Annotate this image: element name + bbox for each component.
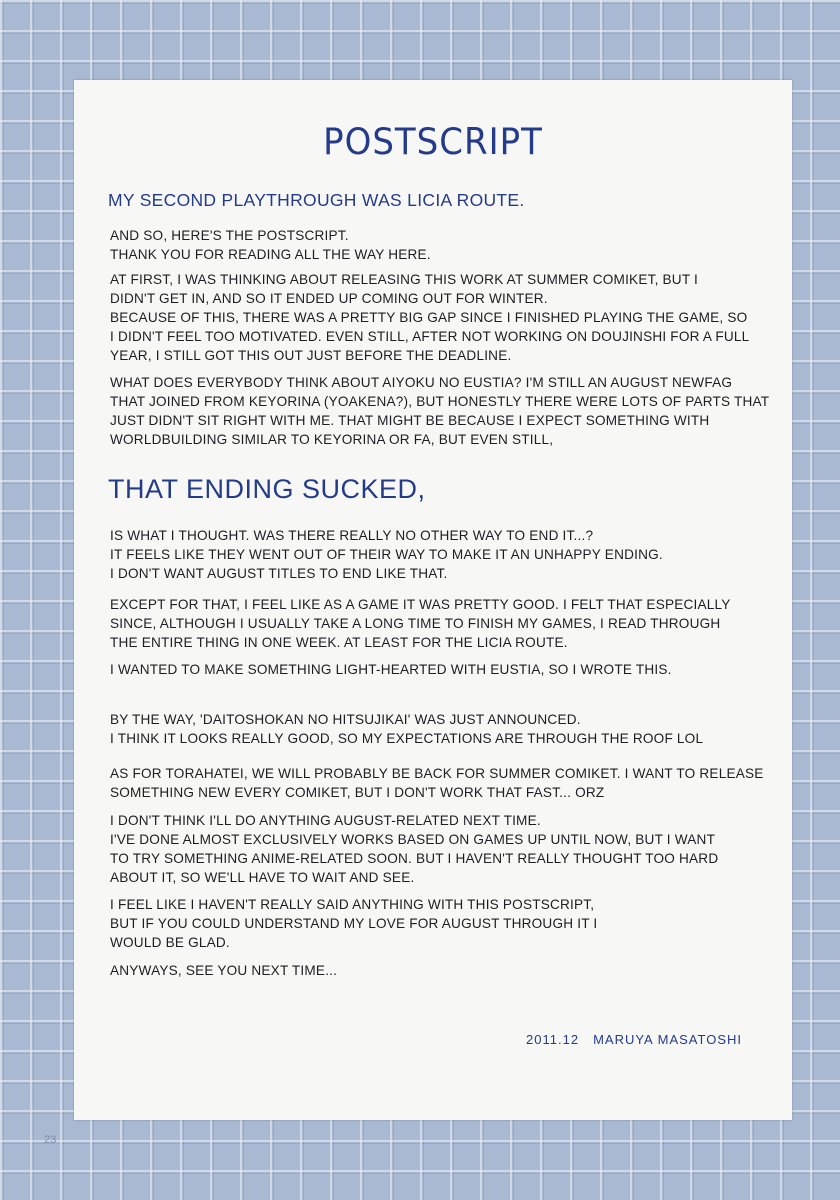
paragraph <box>110 895 770 952</box>
paragraph <box>110 270 770 365</box>
paragraph <box>110 373 770 449</box>
text-line: IS WHAT I THOUGHT. WAS THERE REALLY NO OTHER WAY TO END IT...? <box>110 528 594 543</box>
text-line: SOMETHING NEW EVERY COMIKET, BUT I DON'T WORK THAT FAST... ORZ <box>110 785 605 800</box>
paragraph <box>110 764 770 802</box>
signature <box>526 1032 742 1047</box>
text-line: I FEEL LIKE I HAVEN'T REALLY SAID ANYTHING WITH THIS POSTSCRIPT, <box>110 897 595 912</box>
text-line: ANYWAYS, SEE YOU NEXT TIME... <box>110 963 338 978</box>
text-line: IT FEELS LIKE THEY WENT OUT OF THEIR WAY TO MAKE IT AN UNHAPPY ENDING. <box>110 547 663 562</box>
paragraph <box>110 811 770 887</box>
postscript-page <box>74 80 792 1120</box>
text-line: EXCEPT FOR THAT, I FEEL LIKE AS A GAME IT WAS PRETTY GOOD. I FELT THAT ESPECIALLY <box>110 597 731 612</box>
text-line: THE ENTIRE THING IN ONE WEEK. AT LEAST FOR THE LICIA ROUTE. <box>110 635 568 650</box>
text-line: ABOUT IT, SO WE'LL HAVE TO WAIT AND SEE. <box>110 870 415 885</box>
text-line: TO TRY SOMETHING ANIME-RELATED SOON. BUT I HAVEN'T REALLY THOUGHT TOO HARD <box>110 851 719 866</box>
text-line: I DON'T THINK I'LL DO ANYTHING AUGUST-RELATED NEXT TIME. <box>110 813 541 828</box>
text-line: WOULD BE GLAD. <box>110 935 230 950</box>
text-line: AT FIRST, I WAS THINKING ABOUT RELEASING THIS WORK AT SUMMER COMIKET, BUT I <box>110 272 699 287</box>
text-line: I WANTED TO MAKE SOMETHING LIGHT-HEARTED WITH EUSTIA, SO I WROTE THIS. <box>110 662 672 677</box>
text-line: THANK YOU FOR READING ALL THE WAY HERE. <box>110 247 431 262</box>
text-line: BECAUSE OF THIS, THERE WAS A PRETTY BIG GAP SINCE I FINISHED PLAYING THE GAME, SO <box>110 310 748 325</box>
paragraph <box>110 226 770 264</box>
paragraph <box>110 961 770 980</box>
paragraph <box>110 710 770 748</box>
text-line: DIDN'T GET IN, AND SO IT ENDED UP COMING OUT FOR WINTER. <box>110 291 548 306</box>
signature-date: 2011.12 <box>526 1032 580 1047</box>
paragraph <box>110 660 770 679</box>
text-line: I'VE DONE ALMOST EXCLUSIVELY WORKS BASED ON GAMES UP UNTIL NOW, BUT I WANT <box>110 832 716 847</box>
text-line: I THINK IT LOOKS REALLY GOOD, SO MY EXPECTATIONS ARE THROUGH THE ROOF LOL <box>110 731 704 746</box>
signature-author: MARUYA MASATOSHI <box>593 1032 742 1047</box>
text-line: AS FOR TORAHATEI, WE WILL PROBABLY BE BACK FOR SUMMER COMIKET. I WANT TO RELEASE <box>110 766 764 781</box>
text-line: WORLDBUILDING SIMILAR TO KEYORINA OR FA, BUT EVEN STILL, <box>110 432 554 447</box>
page-title: POSTSCRIPT <box>323 120 543 164</box>
text-line: AND SO, HERE'S THE POSTSCRIPT. <box>110 228 349 243</box>
text-line: JUST DIDN'T SIT RIGHT WITH ME. THAT MIGHT BE BECAUSE I EXPECT SOMETHING WITH <box>110 413 710 428</box>
subheading: MY SECOND PLAYTHROUGH WAS LICIA ROUTE. <box>108 190 525 210</box>
text-line: BUT IF YOU COULD UNDERSTAND MY LOVE FOR AUGUST THROUGH IT I <box>110 916 598 931</box>
text-line: I DON'T WANT AUGUST TITLES TO END LIKE THAT. <box>110 566 448 581</box>
text-line: SINCE, ALTHOUGH I USUALLY TAKE A LONG TIME TO FINISH MY GAMES, I READ THROUGH <box>110 616 721 631</box>
paragraph <box>110 526 770 583</box>
text-line: WHAT DOES EVERYBODY THINK ABOUT AIYOKU NO EUSTIA? I'M STILL AN AUGUST NEWFAG <box>110 375 733 390</box>
text-line: I DIDN'T FEEL TOO MOTIVATED. EVEN STILL, AFTER NOT WORKING ON DOUJINSHI FOR A FULL <box>110 329 750 344</box>
text-line: THAT JOINED FROM KEYORINA (YOAKENA?), BUT HONESTLY THERE WERE LOTS OF PARTS THAT <box>110 394 770 409</box>
emphasis-heading: THAT ENDING SUCKED, <box>108 474 426 504</box>
text-line: YEAR, I STILL GOT THIS OUT JUST BEFORE THE DEADLINE. <box>110 348 512 363</box>
page-number: 23 <box>44 1134 57 1146</box>
paragraph <box>110 595 770 652</box>
text-line: BY THE WAY, 'DAITOSHOKAN NO HITSUJIKAI' WAS JUST ANNOUNCED. <box>110 712 581 727</box>
